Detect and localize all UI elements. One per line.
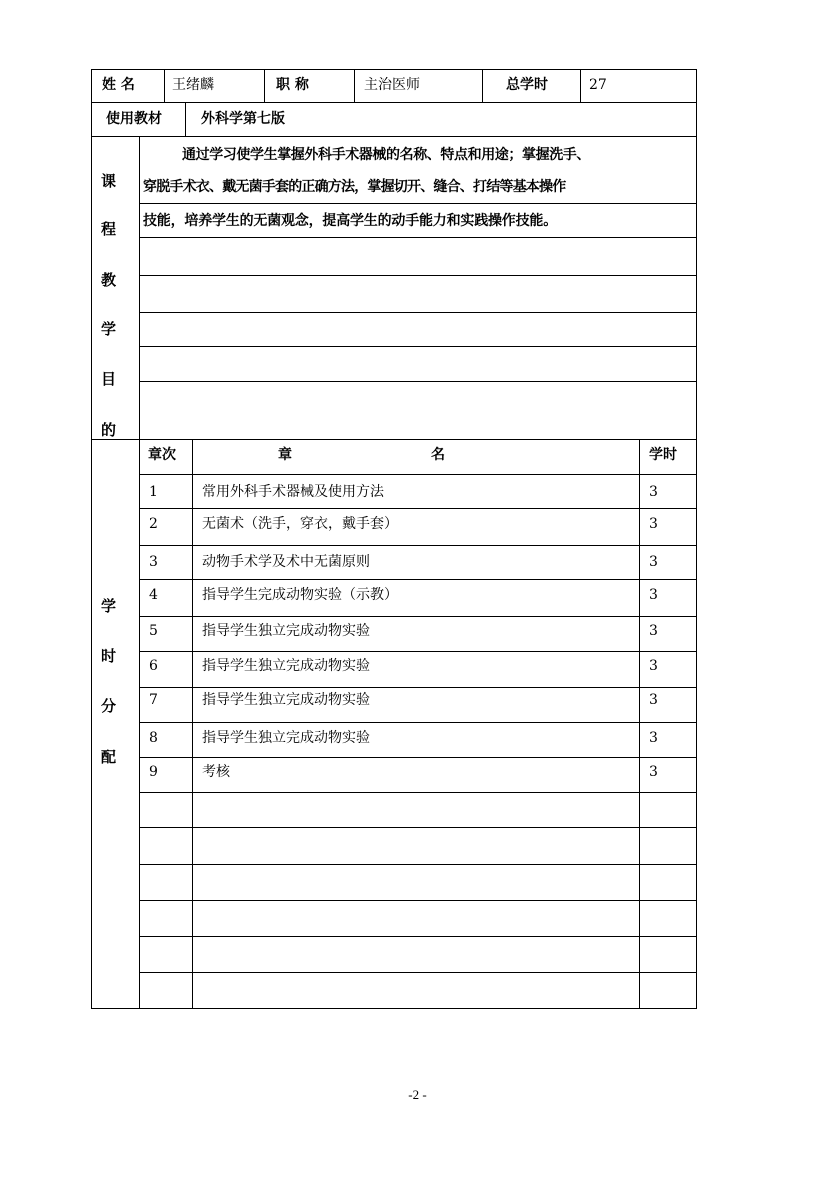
chapter-number: 4 — [149, 587, 158, 603]
teaching-plan-table — [91, 69, 697, 1009]
chapter-number: 5 — [149, 623, 158, 639]
chapter-number: 6 — [149, 658, 158, 674]
chapter-name: 指导学生完成动物实验（示教） — [202, 587, 398, 603]
chapter-hours: 3 — [649, 764, 658, 780]
chapter-name-header-char: 名 — [431, 447, 445, 463]
textbook-label: 使用教材 — [106, 111, 162, 127]
chapter-hours: 3 — [649, 730, 658, 746]
page-number: -2 - — [408, 1087, 427, 1102]
chapter-name: 常用外科手术器械及使用方法 — [202, 484, 384, 500]
title-value: 主治医师 — [364, 77, 420, 93]
total-hours-label: 总学时 — [506, 77, 548, 93]
chapter-name: 动物手术学及术中无菌原则 — [202, 554, 370, 570]
chapter-hours: 3 — [649, 554, 658, 570]
chapter-number: 9 — [149, 764, 158, 780]
name-value: 王绪麟 — [172, 77, 214, 93]
chapter-name: 指导学生独立完成动物实验 — [202, 623, 370, 639]
objective-side-char: 的 — [101, 421, 117, 439]
schedule-side-char: 学 — [101, 597, 117, 615]
chapter-hours: 3 — [649, 692, 658, 708]
title-label: 职 称 — [276, 77, 309, 93]
chapter-column-header: 章次 — [148, 447, 176, 463]
objective-side-char: 教 — [101, 271, 117, 289]
chapter-name: 无菌术（洗手，穿衣，戴手套） — [202, 516, 398, 532]
total-hours-value: 27 — [589, 77, 607, 93]
chapter-name: 考核 — [202, 764, 230, 780]
chapter-hours: 3 — [649, 658, 658, 674]
chapter-number: 1 — [149, 484, 158, 500]
chapter-name: 指导学生独立完成动物实验 — [202, 658, 370, 674]
name-label: 姓 名 — [102, 77, 135, 93]
chapter-number: 7 — [149, 692, 158, 708]
objective-line: 技能，培养学生的无菌观念，提高学生的动手能力和实践操作技能。 — [143, 213, 557, 229]
chapter-number: 8 — [149, 730, 158, 746]
chapter-number: 3 — [149, 554, 158, 570]
objective-line: 通过学习使学生掌握外科手术器械的名称、特点和用途；掌握洗手、 — [182, 147, 590, 163]
chapter-hours: 3 — [649, 484, 658, 500]
objective-side-char: 程 — [101, 220, 117, 238]
schedule-side-char: 配 — [101, 748, 117, 766]
chapter-hours: 3 — [649, 623, 658, 639]
chapter-number: 2 — [149, 516, 158, 532]
schedule-side-char: 时 — [101, 647, 117, 665]
chapter-hours: 3 — [649, 516, 658, 532]
chapter-hours: 3 — [649, 587, 658, 603]
textbook-value: 外科学第七版 — [201, 111, 285, 127]
objective-line: 穿脱手术衣、戴无菌手套的正确方法，掌握切开、缝合、打结等基本操作 — [143, 179, 566, 195]
objective-side-char: 目 — [101, 370, 117, 388]
hours-column-header: 学时 — [649, 447, 677, 463]
objective-side-char: 课 — [101, 172, 117, 190]
objective-side-char: 学 — [101, 320, 117, 338]
chapter-name: 指导学生独立完成动物实验 — [202, 692, 370, 708]
schedule-side-char: 分 — [101, 697, 117, 715]
chapter-name-header-char: 章 — [278, 447, 292, 463]
chapter-name: 指导学生独立完成动物实验 — [202, 730, 370, 746]
